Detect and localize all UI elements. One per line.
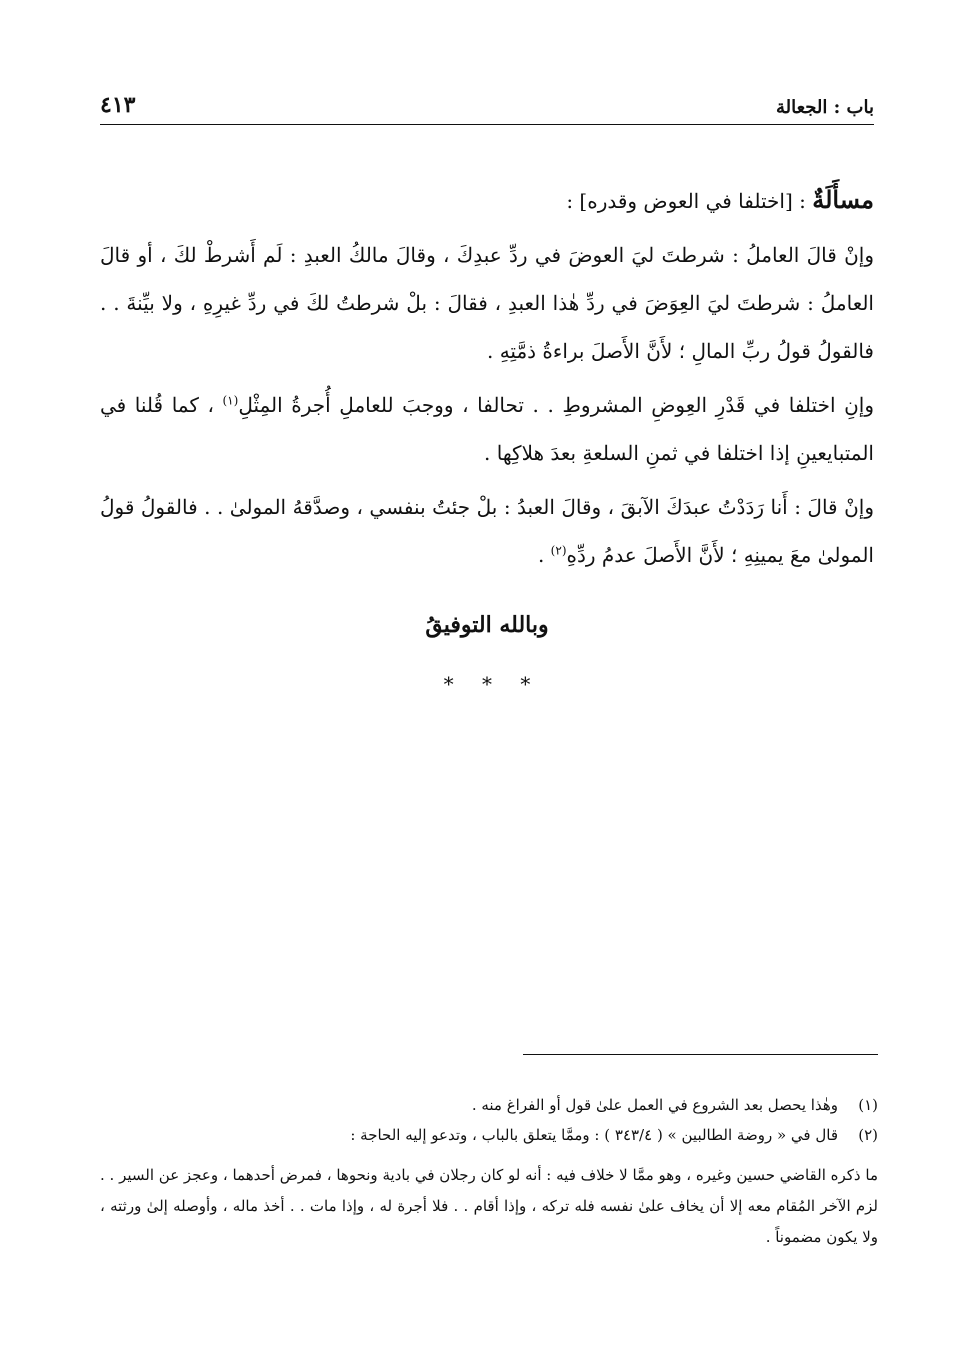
footnote-ref-2[interactable]: (٢) — [550, 543, 567, 558]
paragraph-2-text-a: وإنِ اختلفا في قَدْرِ العِوضِ المشروطِ . . تحالفا ، ووجبَ للعاملِ أُجرةُ المِثْلِ — [238, 393, 874, 417]
footnote-2 — [100, 1120, 878, 1150]
footnote-number: (١) — [858, 1096, 878, 1114]
paragraph-3-text-a: وإنْ قالَ : أَنا رَدَدْتُ عبدَكَ الآبقَ ، وقالَ العبدُ : بلْ جئتُ بنفسي ، وصدَّقهُ المولىٰ . . فالقولُ قولُ المولىٰ معَ يمينِهِ ؛ لأَنَّ الأَصلَ عدمُ ردِّهِ — [100, 495, 874, 567]
footnote-separator — [523, 1054, 878, 1055]
footnote-text: قال في « روضة الطالبين » ( ٣٤٣/٤ ) : وممَّا يتعلق بالباب ، وتدعو إليه الحاجة : — [350, 1126, 838, 1144]
footnote-ref-1[interactable]: (١) — [222, 393, 239, 408]
paragraph-1: وإنْ قالَ العاملُ : شرطتَ ليَ العوضَ في ردِّ عبدِكَ ، وقالَ مالكُ العبدِ : لَم أَشرطْ لكَ ، أو قالَ العاملُ : شرطتَ ليَ العِوَضَ في ردِّ هٰذا العبدِ ، فقالَ : بلْ شرطتُ لكَ في ردِّ غيرِهِ ، ولا بيِّنةَ . . فالقولُ قولُ ربِّ المالِ ؛ لأَنَّ الأَصلَ براءةُ ذمَّتِهِ . — [100, 243, 874, 363]
running-header — [100, 88, 874, 125]
main-text — [100, 178, 874, 585]
footnotes — [100, 1090, 878, 1253]
issue-word: مسأَلَةٌ — [812, 185, 874, 214]
closing-phrase: وبالله التوفيقُ — [425, 612, 549, 638]
paragraph-2 — [100, 381, 874, 477]
issue-title: : [اختلفا في العوض وقدره] : — [566, 189, 813, 213]
paragraph-3-text-b: . — [537, 543, 551, 567]
paragraph-3 — [100, 483, 874, 579]
chapter-title: باب : الجعالة — [775, 97, 874, 118]
footnote-2-continuation: ما ذكره القاضي حسين وغيره ، وهو ممَّا لا خلاف فيه : أنه لو كان رجلان في بادية ونحوها ، فمرض أحدهما ، وعجز عن السير . . لزم الآخر المُقام معه إلا أن يخاف علىٰ نفسه فله تركه ، وإذا أقام . . فلا أجرة له ، وإذا مات . . أخذ ماله ، وأوصله إلىٰ ورثته ، ولا يكون مضموناً . — [100, 1166, 878, 1246]
footnote-1 — [100, 1090, 878, 1120]
footnote-text: وهٰذا يحصل بعد الشروع في العمل علىٰ قول أو الفراغ منه . — [471, 1096, 838, 1114]
footnote-number: (٢) — [858, 1126, 878, 1144]
paragraph-2-text-b: ، كما قُلنا في المتبايعينِ إذا اختلفا في ثمنِ السلعةِ بعدَ هلاكِها . — [100, 393, 874, 465]
page-number: ٤١٣ — [100, 92, 136, 118]
section-divider-stars: * * * — [443, 672, 531, 696]
issue-heading — [100, 178, 874, 223]
